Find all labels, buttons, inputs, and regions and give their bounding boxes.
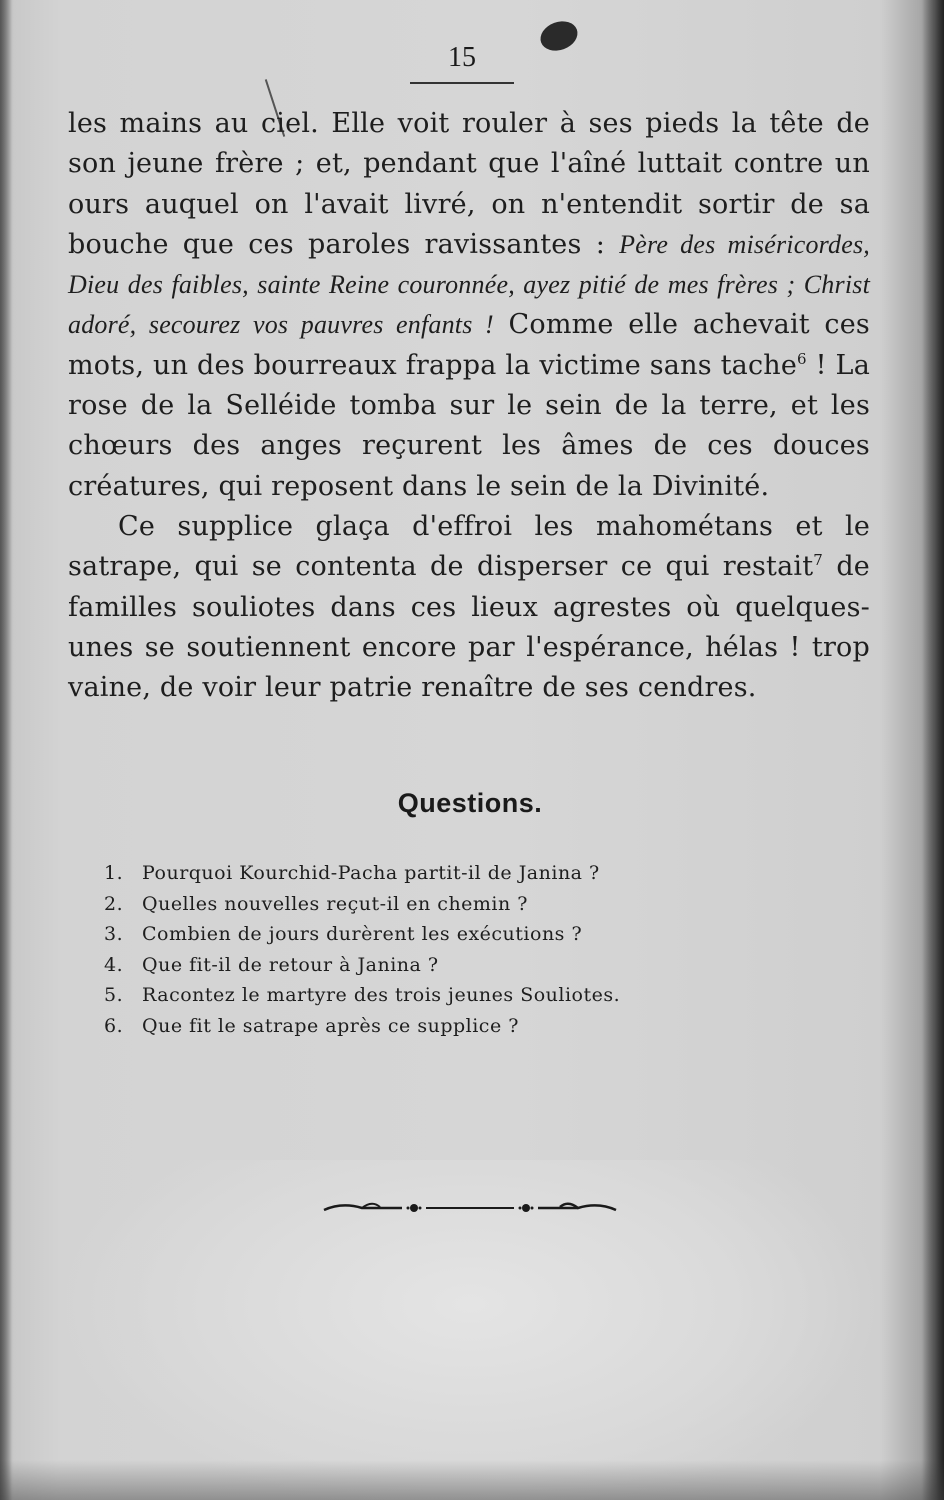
question-item [104,1011,724,1042]
question-number: 1. [104,862,124,884]
questions-heading: Questions. [397,788,543,818]
question-number: 4. [104,953,124,976]
page-bottom-shadow [0,1460,944,1500]
page-number-rule [410,82,514,84]
question-text: Racontez le martyre des trois jeunes Souliotes. [142,984,621,1006]
ink-blot [536,16,581,55]
paragraph-1 [68,104,870,507]
footnote-ref-6: 6 [797,349,807,368]
question-item [104,950,724,981]
question-item [104,980,724,1011]
question-text: Que fit-il de retour à Janina ? [142,953,439,976]
question-number: 2. [104,892,124,915]
question-item [104,889,724,920]
page-number: 15 [448,42,476,73]
question-item [104,858,724,889]
prayer-italic: Père des miséricordes, Dieu des faibles, sainte Reine couronnée, ayez pitié de mes frères ; Christ adoré, secourez vos pauvres enfants ! [68,229,870,340]
footnote-ref-7: 7 [813,551,824,570]
question-text: Pourquoi Kourchid-Pacha partit-il de Janina ? [142,862,600,884]
body-text [68,104,870,708]
question-item [104,919,724,950]
question-number: 3. [104,923,124,945]
paragraph-1-start: les mains au ciel. Elle voit rouler à ses pieds la tête de son jeune frère ; et, pendant que l'aîné luttait contre un ours auquel on l'avait livré, on n'entendit sortir de sa bouche que ces paroles ravissantes : [68,108,870,260]
paragraph-1-end: ! La rose de la Selléide tomba sur le sein de la terre, et les chœurs des anges reçurent les âmes de ces douces créatures, qui reposent dans le sein de la Divinité. [68,349,870,502]
page-right-binding-shadow [922,0,944,1500]
decorative-ornament-icon [322,1196,618,1220]
question-text: Combien de jours durèrent les exécutions ? [142,923,583,945]
question-text: Quelles nouvelles reçut-il en chemin ? [142,892,528,915]
questions-list [104,858,724,1041]
question-text: Que fit le satrape après ce supplice ? [142,1014,519,1037]
question-number: 5. [104,984,124,1006]
paragraph-2 [68,507,870,708]
question-number: 6. [104,1014,124,1037]
page-left-shadow [0,0,12,1500]
paragraph-2-start: Ce supplice glaça d'effroi les mahométans et le satrape, qui se contenta de disperser ce qui restait [68,510,870,583]
paragraph-2-end: de familles souliotes dans ces lieux agrestes où quelques-unes se soutiennent encore par l'espérance, hélas ! trop vaine, de voir leur patrie renaître de ses cendres. [68,551,870,704]
paragraph-1-middle: Comme elle achevait ces mots, un des bourreaux frappa la victime sans tache [68,309,870,381]
